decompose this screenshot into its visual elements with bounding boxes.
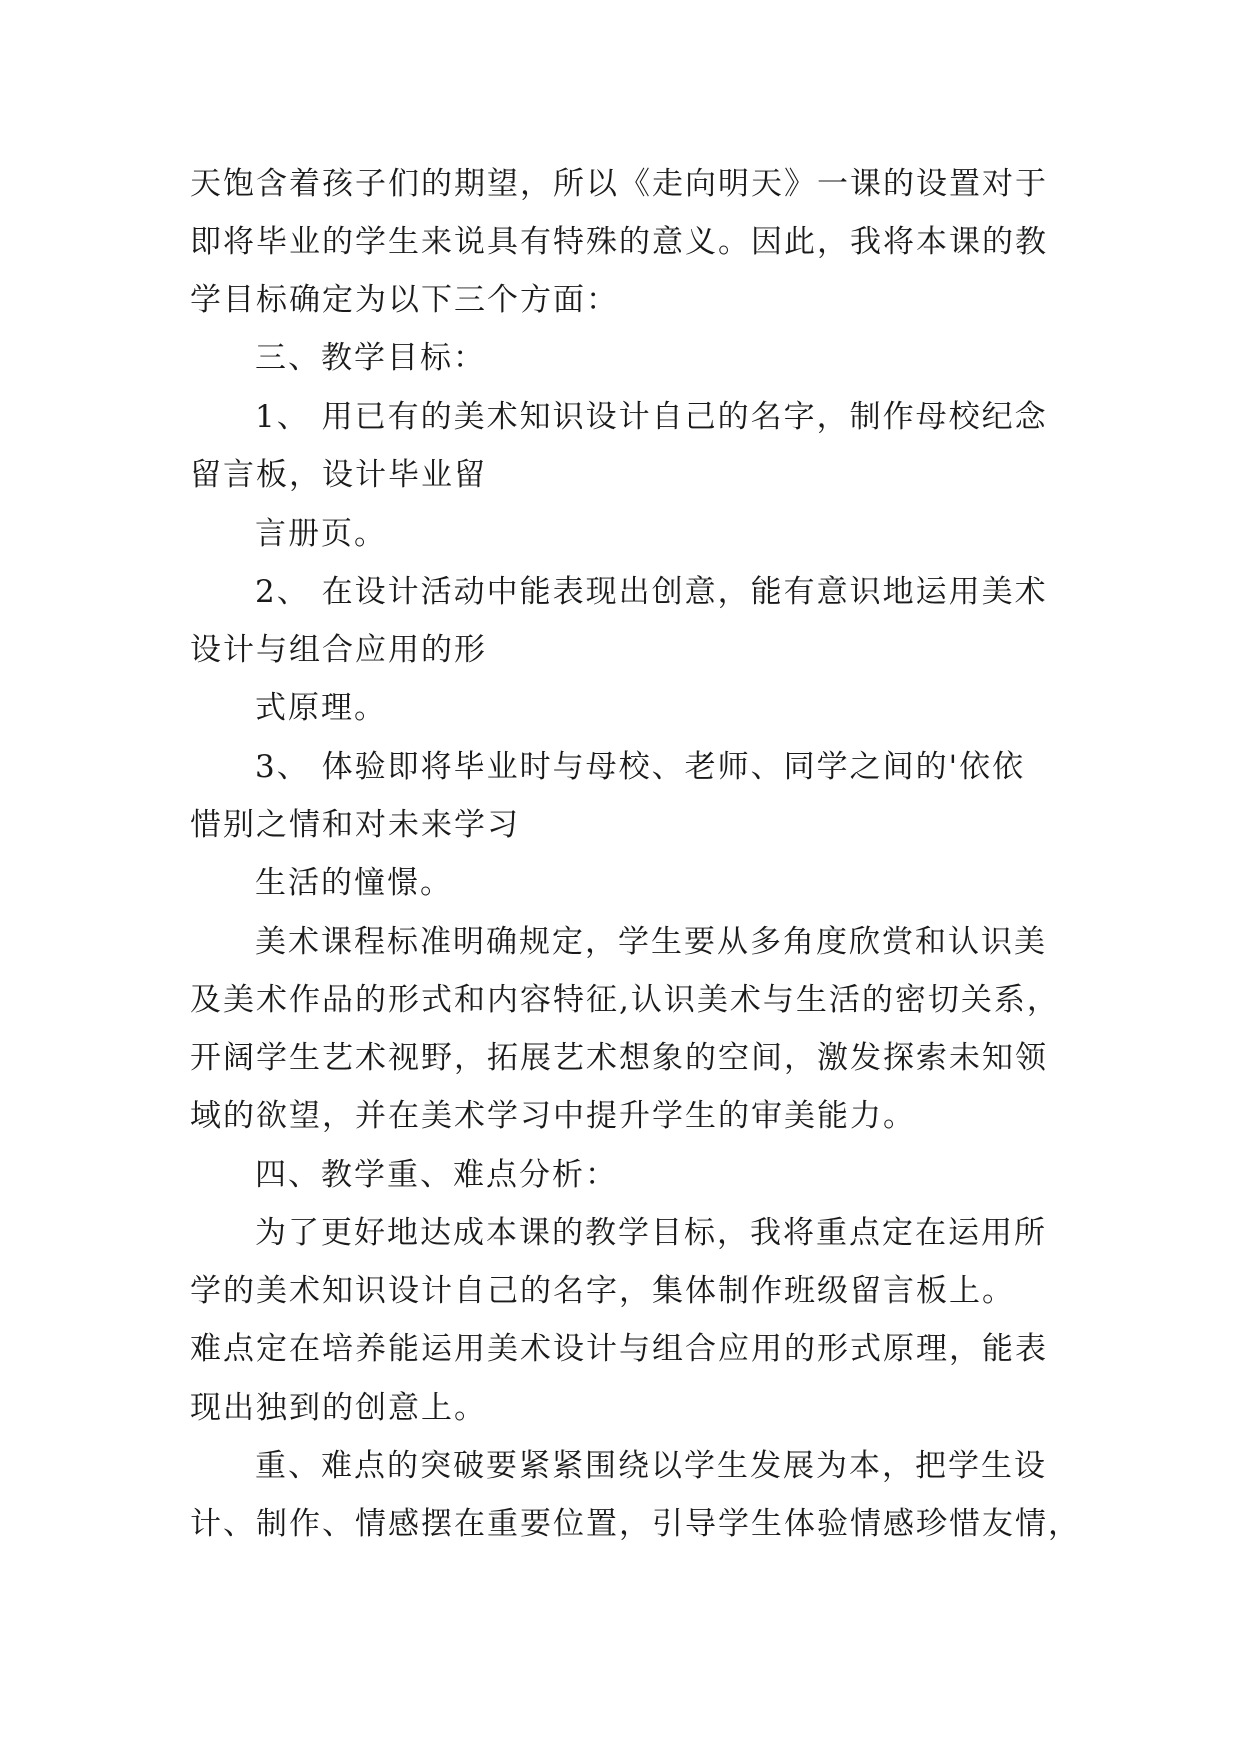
paragraph-start: 美术课程标准明确规定，学生要从多角度欣赏和认识美 <box>255 924 1047 960</box>
paragraph-start: 重、难点的突破要紧紧围绕以学生发展为本，把学生设 <box>255 1448 1047 1484</box>
list-item-1: 1、 用已有的美术知识设计自己的名字，制作母校纪念 <box>255 399 1048 435</box>
text-line: 学目标确定为以下三个方面： <box>190 282 619 318</box>
text-line: 计、制作、情感摆在重要位置，引导学生体验情感珍惜友情， <box>190 1506 1081 1542</box>
text-line: 难点定在培养能运用美术设计与组合应用的形式原理，能表 <box>190 1331 1048 1367</box>
text-line: 惜别之情和对未来学习 <box>190 807 520 843</box>
text-line: 留言板，设计毕业留 <box>190 457 487 493</box>
text-line: 学的美术知识设计自己的名字，集体制作班级留言板上。 <box>190 1273 1015 1309</box>
text-line: 及美术作品的形式和内容特征,认识美术与生活的密切关系， <box>190 982 1060 1018</box>
text-line: 域的欲望，并在美术学习中提升学生的审美能力。 <box>190 1098 916 1134</box>
list-item-2: 2、 在设计活动中能表现出创意，能有意识地运用美术 <box>255 574 1048 610</box>
text-line: 开阔学生艺术视野，拓展艺术想象的空间，激发探索未知领 <box>190 1040 1048 1076</box>
text-line: 言册页。 <box>255 516 387 552</box>
paragraph-start: 为了更好地达成本课的教学目标，我将重点定在运用所 <box>255 1215 1047 1251</box>
list-item-3: 3、 体验即将毕业时与母校、老师、同学之间的'依依 <box>255 749 1026 785</box>
text-line: 式原理。 <box>255 690 387 726</box>
section-heading-key-points: 四、教学重、难点分析： <box>255 1157 618 1193</box>
text-line: 设计与组合应用的形 <box>190 632 487 668</box>
text-line: 即将毕业的学生来说具有特殊的意义。因此，我将本课的教 <box>190 224 1048 260</box>
text-line: 生活的憧憬。 <box>255 865 453 901</box>
section-heading-teaching-goals: 三、教学目标： <box>255 340 486 376</box>
text-line: 天饱含着孩子们的期望，所以《走向明天》一课的设置对于 <box>190 166 1048 202</box>
text-line: 现出独到的创意上。 <box>190 1390 487 1426</box>
